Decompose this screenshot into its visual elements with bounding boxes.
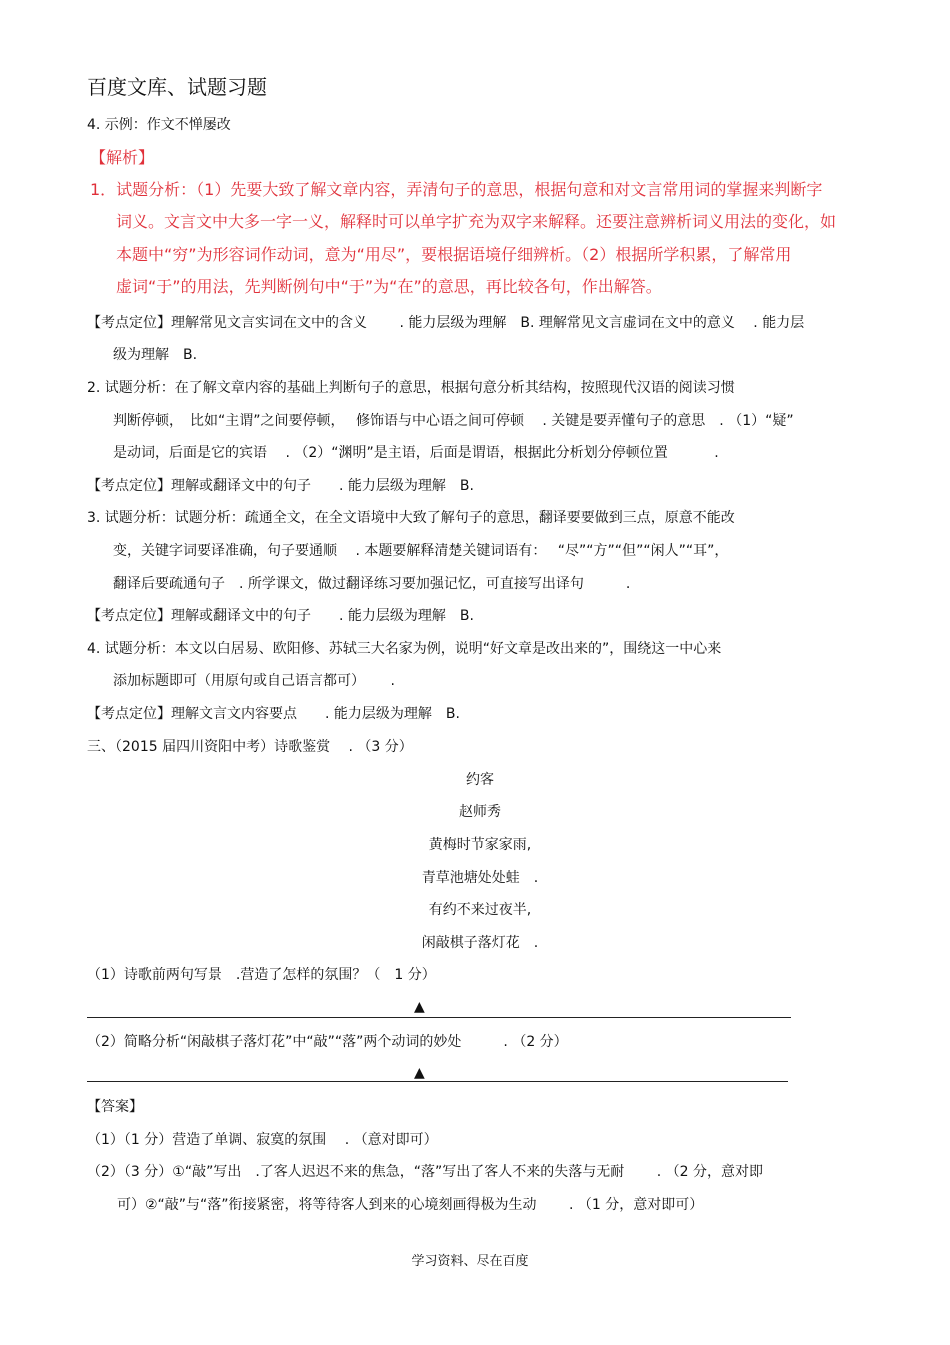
analysis-paragraph: 判断停顿， 比如“主谓”之间要停顿， 修饰语与中心语之间可停顿 . 关键是要弄懂句子的意思 . （1）“疑” xyxy=(113,413,794,429)
analysis-line: 虚词“于”的用法，先判断例句中“于”为“在”的意思，再比较各句，作出解答。 xyxy=(116,277,662,296)
analysis-paragraph: 4. 试题分析：本文以白居易、欧阳修、苏轼三大名家为例，说明“好文章是改出来的”，围绕这一中心来 xyxy=(87,641,722,657)
page-header-title: 百度文库、试题习题 xyxy=(87,75,267,99)
analysis-label: 【解析】 xyxy=(90,148,155,167)
answer-line xyxy=(87,1017,791,1018)
question-2: （2）简略分析“闲敲棋子落灯花”中“敲”“落”两个动词的妙处 . （2 分） xyxy=(87,1034,568,1050)
poem-line: 有约不来过夜半, xyxy=(428,902,532,918)
key-point-line: 【考点定位】理解或翻译文中的句子 . 能力层级为理解 B. xyxy=(87,478,474,494)
analysis-paragraph: 翻译后要疏通句子 . 所学课文，做过翻译练习要加强记忆，可直接写出译句 . xyxy=(113,576,631,592)
analysis-paragraph: 变，关键字词要译准确，句子要通顺 . 本题要解释清楚关键词语有： “尽”“方”“但”“闲人”“耳”， xyxy=(113,543,729,559)
poem-author: 赵师秀 xyxy=(459,804,501,820)
section-heading: 三、（2015 届四川资阳中考）诗歌鉴赏 . （3 分） xyxy=(87,739,413,755)
analysis-paragraph: 3. 试题分析：试题分析：疏通全文，在全文语境中大致了解句子的意思，翻译要要做到三点，原意不能改 xyxy=(87,510,735,526)
answer-line-text: （1）（1 分）营造了单调、寂寞的氛围 . （意对即可） xyxy=(87,1132,438,1148)
key-point-line: 【考点定位】理解或翻译文中的句子 . 能力层级为理解 B. xyxy=(87,608,474,624)
analysis-line: 本题中“穷”为形容词作动词，意为“用尽”，要根据语境仔细辨析。（2）根据所学积累，了解常用 xyxy=(116,245,792,264)
answer-marker-icon: ▲ xyxy=(414,999,425,1015)
analysis-line: 词义。文言文中大多一字一义，解释时可以单字扩充为双字来解释。还要注意辨析词义用法的变化，如 xyxy=(116,212,837,231)
key-point-line: 级为理解 B. xyxy=(113,347,198,363)
analysis-paragraph: 2. 试题分析：在了解文章内容的基础上判断句子的意思，根据句意分析其结构，按照现代汉语的阅读习惯 xyxy=(87,380,735,396)
poem-line: 闲敲棋子落灯花 . xyxy=(421,935,539,951)
analysis-paragraph: 添加标题即可（用原句或自己语言都可） . xyxy=(113,673,395,689)
answer-line xyxy=(87,1081,788,1082)
poem-title: 约客 xyxy=(466,772,494,788)
answer-marker-icon: ▲ xyxy=(414,1065,425,1081)
answer-line-text: （2）（3 分）①“敲”写出 .了客人迟迟不来的焦急，“落”写出了客人不来的失落与无耐 . （2 分，意对即 xyxy=(87,1164,763,1180)
question-1: （1）诗歌前两句写景 .营造了怎样的氛围？（ 1 分） xyxy=(87,967,436,983)
poem-line: 青草池塘处处蛙 . xyxy=(421,870,539,886)
answer-line-text: 可）②“敲”与“落”衔接紧密，将等待客人到来的心境刻画得极为生动 . （1 分，意对即可） xyxy=(117,1197,704,1213)
poem-line: 黄梅时节家家雨, xyxy=(428,837,532,853)
key-point-line: 【考点定位】理解文言文内容要点 . 能力层级为理解 B. xyxy=(87,706,460,722)
example-answer: 4. 示例：作文不惮屡改 xyxy=(87,117,231,133)
answer-label: 【答案】 xyxy=(87,1099,143,1115)
analysis-line: 1．试题分析：（1）先要大致了解文章内容，弄清句子的意思，根据句意和对文言常用词的掌握来判断字 xyxy=(90,180,823,199)
key-point-line: 【考点定位】理解常见文言实词在文中的含义 . 能力层级为理解 B. 理解常见文言虚词在文中的意义 . 能力层 xyxy=(87,315,805,331)
analysis-paragraph: 是动词，后面是它的宾语 . （2）“渊明”是主语，后面是谓语，根据此分析划分停顿位置 . xyxy=(113,445,719,461)
page-footer: 学习资料、尽在百度 xyxy=(411,1254,529,1269)
